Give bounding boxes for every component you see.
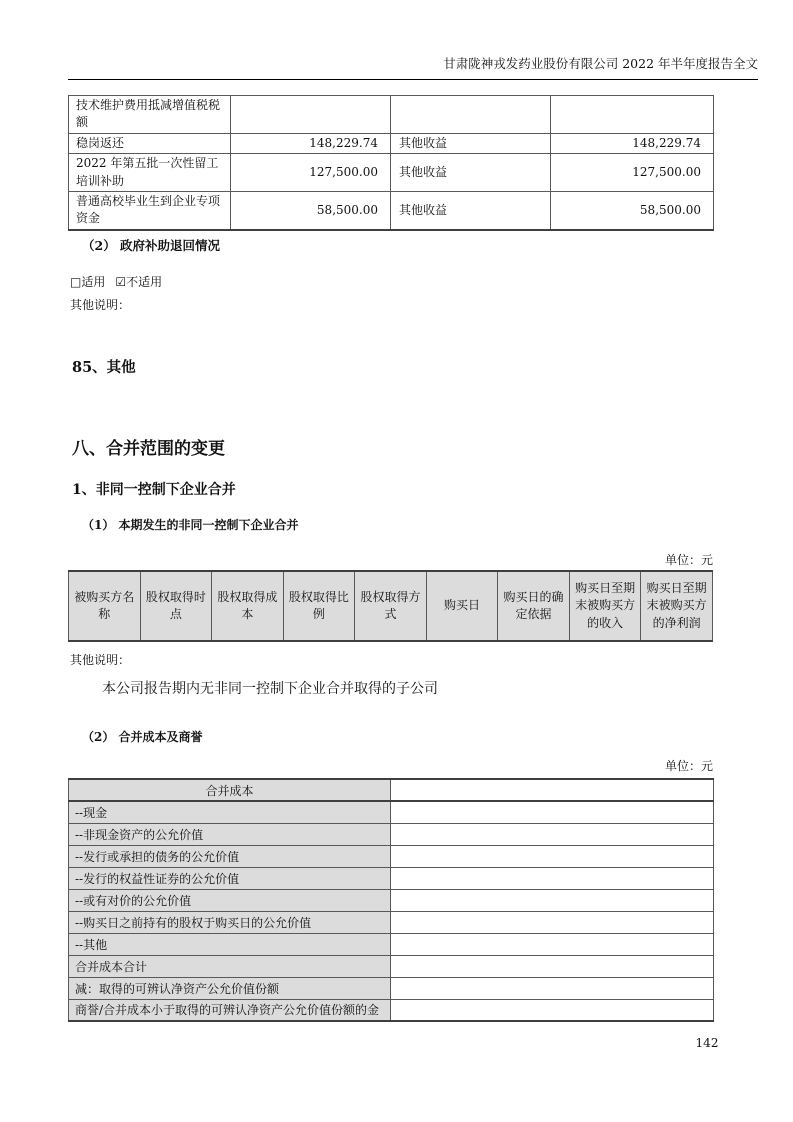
checkbox-unchecked-icon: □ [70,275,82,289]
subsidy-item-cell: 稳岗返还 [69,133,231,153]
subsidy-category-cell [391,96,551,134]
subsidy-category-cell: 其他收益 [391,191,551,229]
subsidy-item-cell: 普通高校毕业生到企业专项资金 [69,191,231,229]
not-applicable-label: 不适用 [126,275,163,289]
table-row [69,154,714,192]
table-row [69,823,714,845]
cost-label-cell: --现金 [69,801,391,823]
subsidy-item-cell: 2022 年第五批一次性留工培训补助 [69,154,231,192]
cost-value-cell [391,911,714,933]
column-header: 股权取得比例 [283,571,355,641]
merge-scope-heading: 八、合并范围的变更 [72,439,225,459]
subsidy-period-amount-cell: 148,229.74 [551,133,714,153]
cost-label-cell: --其他 [69,933,391,955]
cost-label-cell: --或有对价的公允价值 [69,889,391,911]
applicability-line [70,273,172,290]
table-row [69,801,714,823]
merger-cost-table [68,778,714,1022]
table-row [69,845,714,867]
page-header [68,54,758,80]
subsidy-category-cell: 其他收益 [391,133,551,153]
table-row [69,191,714,229]
subsidy-amount-cell [231,96,391,134]
table-header-row [69,571,713,641]
table-row [69,911,714,933]
column-header: 被购买方名称 [69,571,141,641]
subsidy-period-amount-cell: 127,500.00 [551,154,714,192]
cost-value-cell [391,823,714,845]
subsidy-period-amount-cell [551,96,714,134]
other-section-heading: 85、其他 [72,359,136,376]
table-row [69,933,714,955]
cost-value-cell [391,889,714,911]
cost-label-cell: 商誉/合并成本小于取得的可辨认净资产公允价值份额的金 [69,999,391,1021]
combination-note-label: 其他说明： [70,653,131,667]
subsidy-category-cell: 其他收益 [391,154,551,192]
cost-value-cell [391,977,714,999]
cost-label-cell: 合并成本合计 [69,955,391,977]
report-title: 甘肃陇神戎发药业股份有限公司 2022 年半年度报告全文 [443,56,758,71]
unit-label-2: 单位：元 [664,759,713,773]
column-header: 股权取得时点 [140,571,212,641]
point1-heading: （1） 本期发生的非同一控制下企业合并 [82,518,299,532]
subsidy-item-cell: 技术维护费用抵减增值税税额 [69,96,231,134]
subsidy-period-amount-cell: 58,500.00 [551,191,714,229]
table-row [69,955,714,977]
cost-label-cell: --发行的权益性证券的公允价值 [69,867,391,889]
cost-value-cell [391,933,714,955]
column-header: 股权取得方式 [355,571,427,641]
table-row [69,867,714,889]
unit-label: 单位：元 [664,553,713,567]
checkbox-applicable [70,275,105,289]
column-header: 购买日至期末被购买方的净利润 [641,571,713,641]
cost-value-cell [391,955,714,977]
cost-label-cell: --购买日之前持有的股权于购买日的公允价值 [69,911,391,933]
applicable-label: 适用 [81,275,106,289]
page-number: 142 [695,1036,719,1050]
cost-value-cell [391,845,714,867]
subsidy-amount-cell: 148,229.74 [231,133,391,153]
table-row [69,999,714,1021]
non-common-control-heading: 1、非同一控制下企业合并 [72,482,236,498]
subsidy-amount-cell: 58,500.00 [231,191,391,229]
point2-heading: （2） 合并成本及商誉 [82,730,203,744]
table-header-row [69,779,714,801]
checkbox-checked-icon: ☑ [115,275,127,289]
other-note-label: 其他说明： [70,298,131,312]
combination-note-text: 本公司报告期内无非同一控制下企业合并取得的子公司 [102,681,438,697]
subsidy-amount-cell: 127,500.00 [231,154,391,192]
table-row [69,133,714,153]
column-header: 购买日的确定依据 [498,571,570,641]
refund-section-heading: （2） 政府补助退回情况 [82,238,221,253]
cost-value-cell [391,779,714,801]
business-combination-table [68,570,713,642]
cost-table-header: 合并成本 [69,779,391,801]
column-header: 股权取得成本 [212,571,284,641]
cost-value-cell [391,867,714,889]
checkbox-not-applicable [115,275,162,289]
table-row [69,889,714,911]
cost-label-cell: --发行或承担的债务的公允价值 [69,845,391,867]
cost-label-cell: 减：取得的可辨认净资产公允价值份额 [69,977,391,999]
cost-label-cell: --非现金资产的公允价值 [69,823,391,845]
table-row [69,977,714,999]
column-header: 购买日 [426,571,498,641]
column-header: 购买日至期末被购买方的收入 [569,571,641,641]
government-subsidy-table [68,95,714,231]
cost-value-cell [391,801,714,823]
cost-value-cell [391,999,714,1021]
table-row [69,96,714,134]
